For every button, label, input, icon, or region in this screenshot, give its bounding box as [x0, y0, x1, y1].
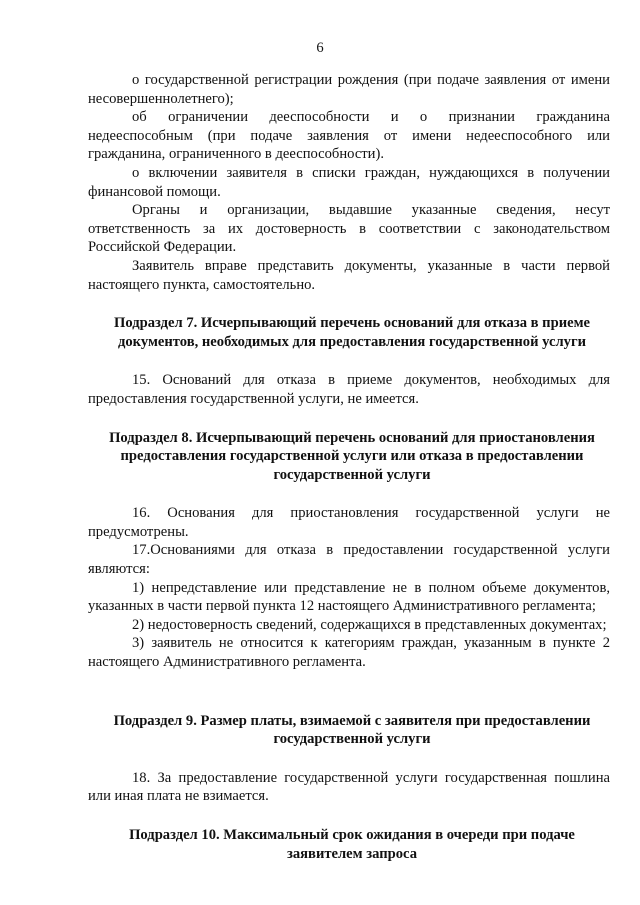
paragraph-financial-aid: о включении заявителя в списки граждан, нуждающихся в получении финансовой помощи. [88, 164, 610, 200]
page-content [88, 71, 610, 863]
paragraph-birth-registration: о государственной регистрации рождения (при подаче заявления от имени несовершеннолетнего); [88, 72, 610, 107]
section-8-heading: Подраздел 8. Исчерпывающий перечень оснований для приостановления предоставления государственной услуги или отказа в предоставлении государственной услуги [109, 429, 595, 483]
list-item-3: 3) заявитель не относится к категориям граждан, указанным в пункте 2 настоящего Административного регламента. [88, 635, 610, 671]
section-7-heading: Подраздел 7. Исчерпывающий перечень оснований для отказа в приеме документов, необходимых для предоставления государственной услуги [114, 315, 590, 350]
paragraph-16: 16. Основания для приостановления государственной услуги не предусмотрены. [88, 505, 610, 540]
paragraph-17: 17.Основаниями для отказа в предоставлении государственной услуги являются: [88, 542, 610, 578]
paragraph-self-submission: Заявитель вправе представить документы, указанные в части первой настоящего пункта, самостоятельно. [88, 257, 610, 293]
section-10-heading: Подраздел 10. Максимальный срок ожидания в очереди при подаче заявителем запроса [129, 827, 575, 862]
list-item-2: 2) недостоверность сведений, содержащихся в представленных документах; [132, 616, 607, 633]
paragraph-legal-capacity: об ограничении дееспособности и о признании гражданина недееспособным (при подаче заявления от имени недееспособного или гражданина, ограниченного в дееспособности). [88, 109, 610, 163]
paragraph-18: 18. За предоставление государственной услуги государственная пошлина или иная плата не взимается. [88, 769, 610, 805]
section-9-heading: Подраздел 9. Размер платы, взимаемой с заявителя при предоставлении государственной услуги [113, 712, 591, 748]
paragraph-responsibility: Органы и организации, выдавшие указанные сведения, несут ответственность за их достоверность в соответствии с законодательством Российской Федерации. [88, 202, 610, 256]
paragraph-15: 15. Оснований для отказа в приеме документов, необходимых для предоставления государственной услуги, не имеется. [88, 372, 610, 407]
list-item-1: 1) непредставление или представление не в полном объеме документов, указанных в части первой пункта 12 настоящего Административного регламента; [88, 579, 610, 615]
page-number: 6 [316, 40, 324, 56]
